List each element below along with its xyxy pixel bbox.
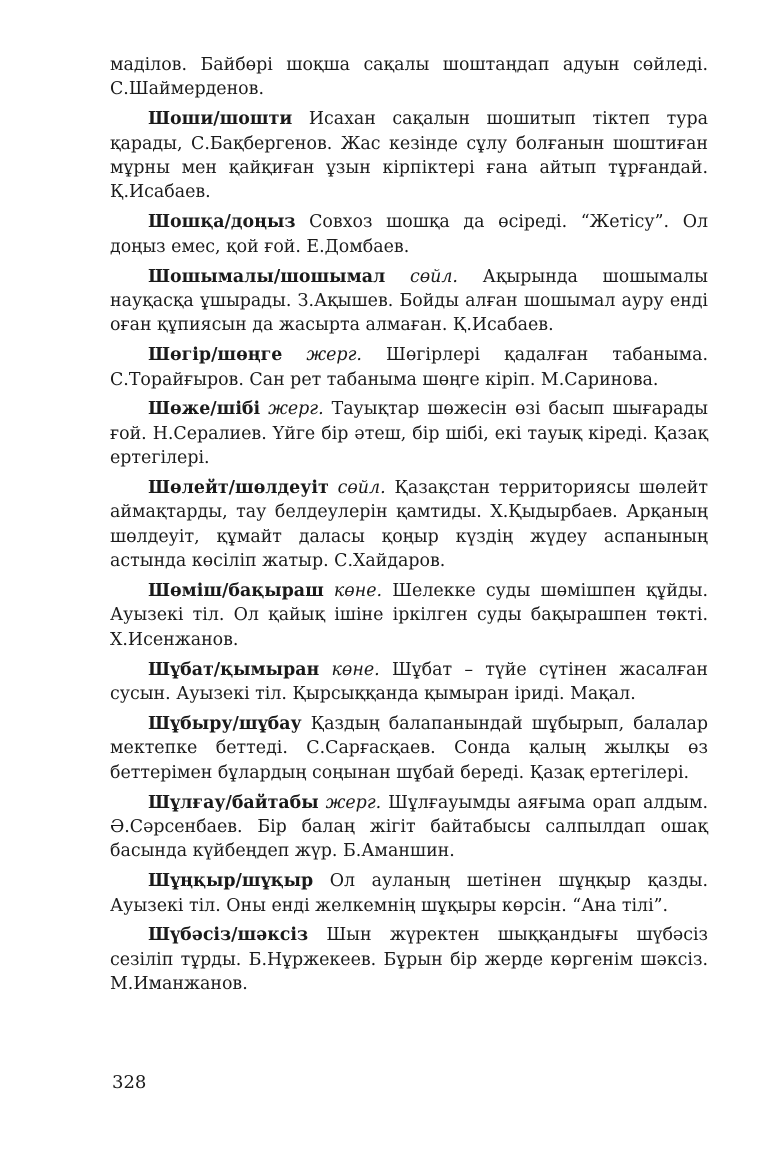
- entry-text: Қазақстан территориясы шөлейт аймақтарды, тау белдеулерін қамтиды. Х.Қыдырбаев. Арқаның шөлдеуіт, құмайт даласы қоңыр күздің жүдеу аспанының астында көсіліп жатыр. С.Хайдаров.: [110, 478, 709, 572]
- entry-usage-mark: көне.: [331, 659, 380, 680]
- entry-headword: Шұлғау/байтабы: [148, 792, 319, 813]
- entry-text: Тауықтар шөжесін өзі басып шығарады ғой. Н.Сералиев. Үйге бір әтеш, бір шібі, екі тауық кіреді. Қазақ ертегілері.: [110, 399, 709, 469]
- entry-text: Шұлғауымды аяғыма орап алдым. Ә.Сәрсенбаев. Бір балаң жігіт байтабысы салпылдап ошақ басында күйбеңдеп жүр. Б.Аманшин.: [110, 792, 709, 862]
- entry-text: Исахан сақалын шошитып тіктеп тура қарады, С.Бақбергенов. Жас кезінде сұлу болғанын шоштиған мұрны мен қайқиған ұзын кірпіктері ғана айтып тұрғандай. Қ.Исабаев.: [110, 109, 708, 203]
- dictionary-entry: [110, 579, 708, 652]
- dictionary-page: [110, 53, 708, 1002]
- entry-headword: Шоши/шошти: [148, 109, 293, 130]
- entry-text: Совхоз шошқа да өсіреді. “Жетісу”. Ол доңыз емес, қой ғой. Е.Домбаев.: [110, 212, 708, 257]
- dictionary-entry: [110, 397, 708, 470]
- dictionary-entry: [110, 791, 708, 864]
- entry-headword: Шұбыру/шұбау: [148, 713, 302, 734]
- entry-text: Ол ауланың шетінен шұңқыр қазды. Ауызекі тіл. Оны енді желкемнің шұқыры көрсін. “Ана тілі”.: [110, 871, 708, 916]
- entry-headword: Шүбәсіз/шәксіз: [148, 925, 309, 946]
- dictionary-entry: [110, 658, 708, 707]
- entry-usage-mark: көне.: [333, 581, 383, 602]
- page-number: 328: [112, 1072, 147, 1093]
- entry-headword: Шұңқыр/шұқыр: [148, 871, 314, 892]
- dictionary-entry: [110, 923, 708, 996]
- dictionary-entry: [110, 343, 708, 392]
- entry-text: Ақырында шошымалы науқасқа ұшырады. З.Ақышев. Бойды алған шошымал ауру енді оған құпиясын да жасырта алмаған. Қ.Исабаев.: [110, 266, 708, 336]
- dictionary-entry-continuation: [110, 53, 708, 102]
- dictionary-entry: [110, 265, 708, 338]
- entry-headword: Шұбат/қымыран: [148, 659, 320, 680]
- entry-text: Шелекке суды шөмішпен құйды. Ауызекі тіл. Ол қайық ішіне іркілген суды бақырашпен төкті. Х.Исенжанов.: [110, 581, 709, 650]
- entry-usage-mark: сөйл.: [337, 478, 386, 499]
- entry-text: Шын жүректен шыққандығы шүбәсіз сезіліп тұрды. Б.Нұржекеев. Бұрын бір жерде көргенім шәксіз. М.Иманжанов.: [110, 925, 709, 995]
- entry-text: Қаздың балапанындай шұбырып, балалар мектепке беттеді. С.Сарғасқаев. Сонда қалың жылқы өз беттерімен бұлардың соңынан шұбай береді. Қазақ ертегілері.: [110, 713, 708, 783]
- entry-usage-mark: жерг.: [325, 792, 382, 813]
- dictionary-entry: [110, 107, 708, 204]
- dictionary-entry: [110, 210, 708, 259]
- entry-usage-mark: жерг.: [306, 345, 362, 366]
- entry-headword: Шөже/шібі: [148, 399, 261, 420]
- entry-text: маділов. Байбөрі шоқша сақалы шоштаңдап адуын сөйледі. С.Шаймерденов.: [110, 55, 708, 100]
- entry-headword: Шөлейт/шөлдеуіт: [148, 478, 329, 499]
- entry-text: Шұбат – түйе сүтінен жасалған сусын. Ауызекі тіл. Қырсыққанда қымыран іриді. Мақал.: [110, 659, 708, 704]
- dictionary-entry: [110, 712, 708, 785]
- entry-usage-mark: жерг.: [268, 399, 324, 420]
- entry-usage-mark: сөйл.: [409, 266, 458, 287]
- entry-text: Шөгірлері қадалған табаныма. С.Торайғыров. Сан рет табаныма шөңге кіріп. М.Саринова.: [110, 345, 709, 390]
- dictionary-entry: [110, 476, 708, 573]
- entry-headword: Шошымалы/шошымал: [148, 266, 386, 287]
- entry-headword: Шошқа/доңыз: [148, 212, 296, 233]
- dictionary-entry: [110, 869, 708, 918]
- entry-headword: Шөгір/шөңге: [148, 345, 283, 366]
- entry-headword: Шөміш/бақыраш: [148, 581, 324, 602]
